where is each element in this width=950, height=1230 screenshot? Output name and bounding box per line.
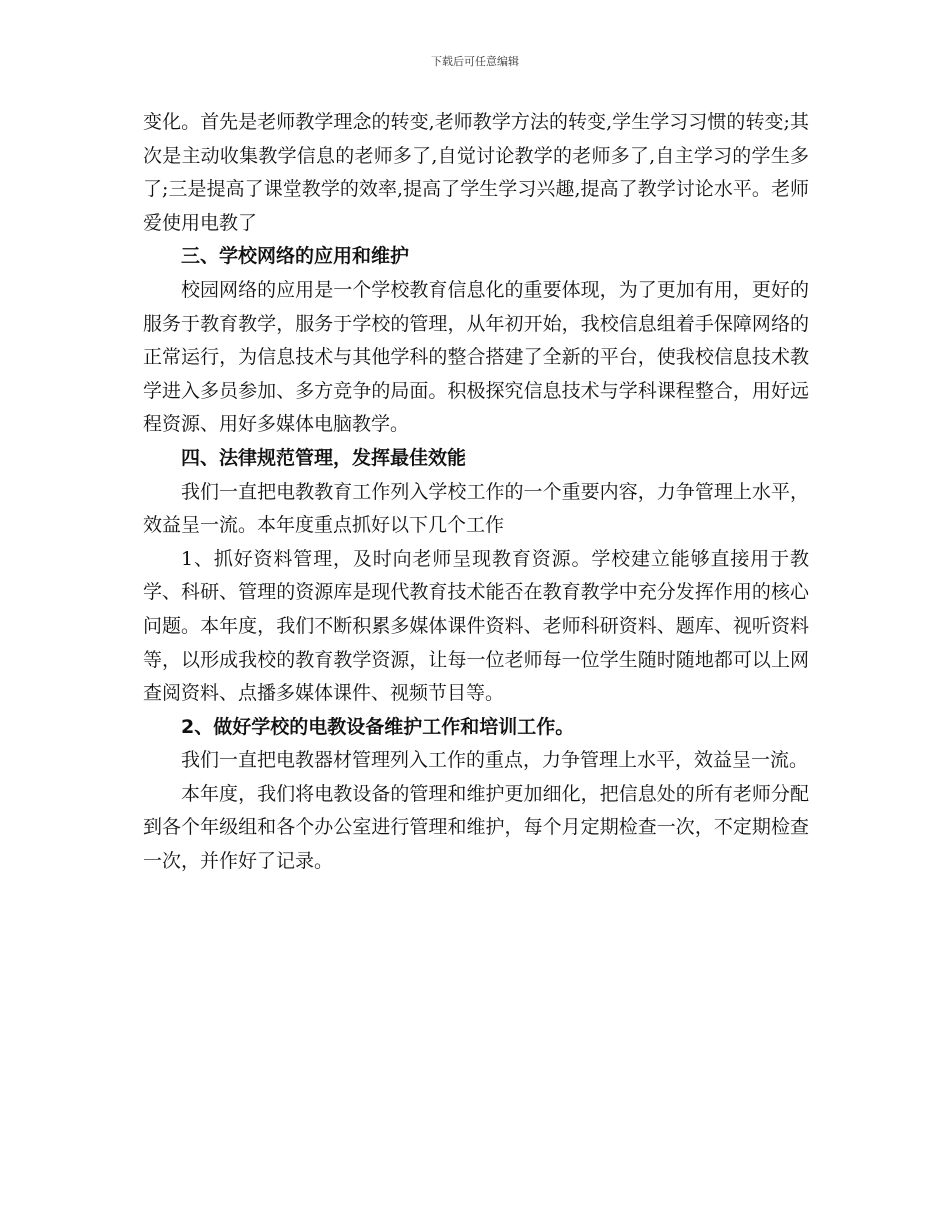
page-header: 下载后可任意编辑 <box>431 55 519 68</box>
paragraph-continuation: 变化。首先是老师教学理念的转变,老师教学方法的转变,学生学习习惯的转变;其次是主动收集教学信息的老师多了,自觉讨论教学的老师多了,自主学习的学生多了;三是提高了课堂教学的效率,提高了学生学习兴趣,提高了教学讨论水平。老师爱使用电教了 <box>143 111 809 234</box>
paragraph-resources: 1、抓好资料管理，及时向老师呈现教育资源。学校建立能够直接用于教学、科研、管理的资源库是现代教育技术能否在教育教学中充分发挥作用的核心问题。本年度，我们不断积累多媒体课件资料、老师科研资料、题库、视听资料等，以形成我校的教育教学资源，让每一位老师每一位学生随时随地都可以上网查阅资料、点播多媒体课件、视频节目等。 <box>143 547 809 705</box>
section-heading-4: 四、法律规范管理，发挥最佳效能 <box>181 446 467 469</box>
paragraph-network: 校园网络的应用是一个学校教育信息化的重要体现，为了更加有用，更好的服务于教育教学，服务于学校的管理，从年初开始，我校信息组着手保障网络的正常运行，为信息技术与其他学科的整合搭建了全新的平台，使我校信息技术教学进入多员参加、多方竞争的局面。积极探究信息技术与学科课程整合，用好远程资源、用好多媒体电脑教学。 <box>143 278 809 436</box>
section-heading-3: 三、学校网络的应用和维护 <box>181 245 410 268</box>
paragraph-management: 我们一直把电教教育工作列入学校工作的一个重要内容，力争管理上水平，效益呈一流。本年度重点抓好以下几个工作 <box>143 480 809 537</box>
paragraph-maintenance: 本年度，我们将电教设备的管理和维护更加细化，把信息处的所有老师分配到各个年级组和各个办公室进行管理和维护，每个月定期检查一次，不定期检查一次，并作好了记录。 <box>143 782 809 873</box>
subsection-heading-2: 2、做好学校的电教设备维护工作和培训工作。 <box>181 715 575 738</box>
document-body <box>143 106 809 879</box>
paragraph-equipment: 我们一直把电教器材管理列入工作的重点，力争管理上水平，效益呈一流。 <box>181 749 809 772</box>
